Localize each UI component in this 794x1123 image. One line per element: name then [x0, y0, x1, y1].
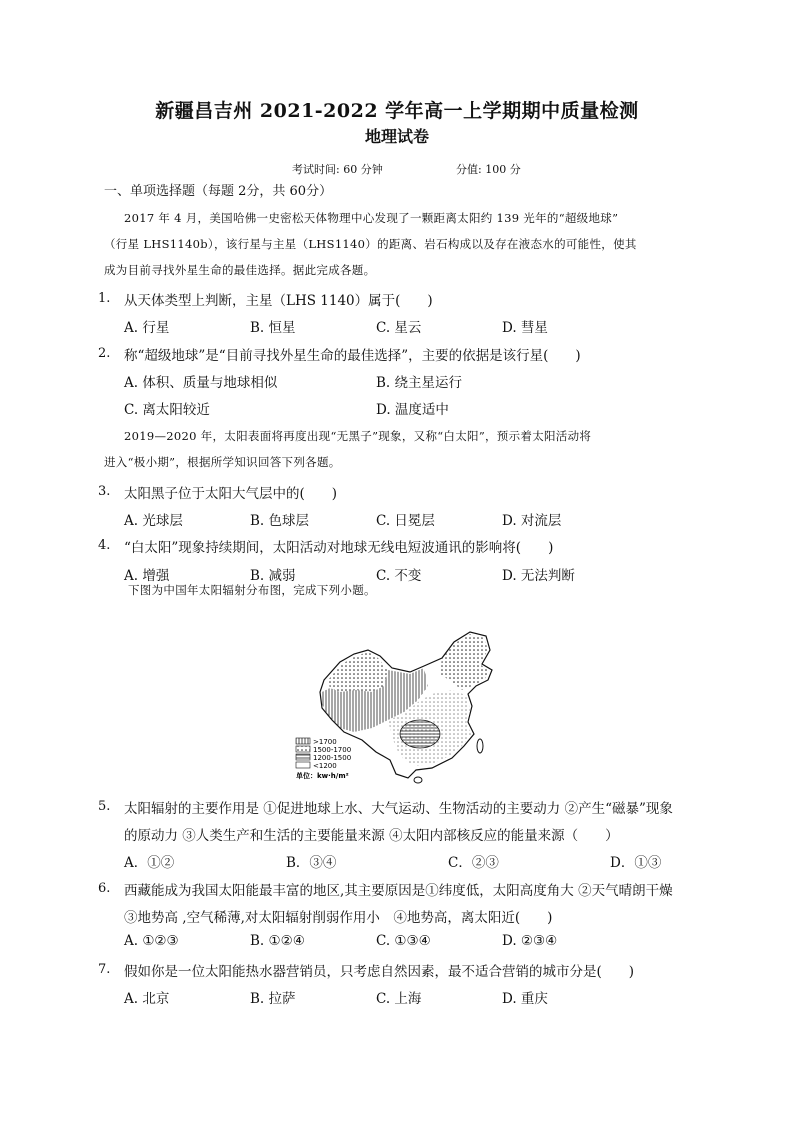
question-number: 5.: [98, 799, 111, 814]
option-a: A．①②: [124, 855, 175, 871]
option-b: B．③④: [286, 855, 337, 871]
question-number: 4.: [98, 538, 111, 553]
option-b: B. 减弱: [250, 568, 296, 584]
question-stem: 西藏能成为我国太阳能最丰富的地区,其主要原因是①纬度低，太阳高度角大 ②天气晴朗干燥: [124, 883, 673, 899]
exam-score: 分值: 100 分: [456, 163, 521, 176]
option-c: C．②③: [448, 855, 499, 871]
legend-label-4: <1200: [313, 762, 337, 770]
question-stem: 假如你是一位太阳能热水器营销员，只考虑自然因素，最不适合营销的城市分是( ): [124, 964, 635, 980]
option-b: B. ①②④: [250, 933, 305, 949]
option-c: C. 不变: [376, 568, 422, 584]
option-d: D. 温度适中: [376, 402, 449, 418]
question-stem-cont: 的原动力 ③人类生产和生活的主要能量来源 ④太阳内部核反应的能量来源（ ）: [124, 828, 619, 844]
legend-label-3: 1200-1500: [313, 754, 352, 762]
passage-1-line-2: （行星 LHS1140b），该行星与主星（LHS1140）的距离、岩石构成以及存在液态水的可能性，使其: [104, 237, 637, 251]
option-a: A. 行星: [124, 320, 170, 336]
question-stem-cont: ③地势高 ,空气稀薄,对太阳辐射削弱作用小 ④地势高，离太阳近( ): [124, 910, 553, 926]
option-b: B. 绕主星运行: [376, 375, 463, 391]
option-b: B. 恒星: [250, 320, 296, 336]
passage-2-line-1: 2019—2020 年，太阳表面将再度出现“无黑子”现象，又称“白太阳”，预示着太阳活动将: [124, 429, 592, 443]
option-a: A. 北京: [124, 991, 170, 1007]
option-d: D. 无法判断: [502, 568, 575, 584]
map-illustration: [292, 628, 512, 788]
option-d: D．①③: [610, 855, 662, 871]
option-a: A. 体积、质量与地球相似: [124, 375, 278, 391]
question-stem: 称“超级地球”是“目前寻找外星生命的最佳选择”，主要的依据是该行星( ): [124, 348, 581, 364]
legend-label-1: >1700: [313, 738, 337, 746]
question-number: 1.: [98, 291, 111, 306]
legend-label-2: 1500-1700: [313, 746, 352, 754]
option-c: C. 离太阳较近: [124, 402, 210, 418]
question-stem: 从天体类型上判断，主星（LHS 1140）属于( ): [124, 293, 433, 309]
exam-subtitle: 地理试卷: [364, 127, 429, 146]
question-number: 6.: [98, 881, 111, 896]
option-c: C. 上海: [376, 991, 422, 1007]
question-stem: 太阳辐射的主要作用是 ①促进地球上水、大气运动、生物活动的主要动力 ②产生“磁暴”现象: [124, 801, 673, 817]
question-number: 7.: [98, 962, 111, 977]
china-solar-radiation-map: [292, 628, 512, 788]
exam-time: 考试时间: 60 分钟: [292, 163, 383, 176]
question-number: 3.: [98, 484, 111, 499]
question-stem: 太阳黑子位于太阳大气层中的( ): [124, 486, 338, 502]
exam-title: 新疆昌吉州 2021-2022 学年高一上学期期中质量检测: [155, 100, 639, 122]
option-d: D. ②③④: [502, 933, 558, 949]
option-c: C. 星云: [376, 320, 422, 336]
option-d: D. 彗星: [502, 320, 548, 336]
option-b: B. 拉萨: [250, 991, 296, 1007]
question-stem: “白太阳”现象持续期间，太阳活动对地球无线电短波通讯的影响将( ): [124, 540, 554, 556]
option-b: B. 色球层: [250, 513, 310, 529]
passage-3: 下图为中国年太阳辐射分布图，完成下列小题。: [128, 583, 376, 597]
question-number: 2.: [98, 346, 111, 361]
section-heading: 一、单项选择题（每题 2分，共 60分）: [104, 184, 333, 199]
option-d: D. 对流层: [502, 513, 562, 529]
option-a: A. ①②③: [124, 933, 179, 949]
passage-2-line-2: 进入“极小期”，根据所学知识回答下列各题。: [104, 455, 341, 469]
option-a: A. 光球层: [124, 513, 183, 529]
legend-unit: 单位：kw·h/m²: [296, 772, 349, 780]
option-c: C. ①③④: [376, 933, 431, 949]
passage-1-line-3: 成为目前寻找外星生命的最佳选择。据此完成各题。: [104, 263, 376, 277]
passage-1-line-1: 2017 年 4 月，美国哈佛一史密松天体物理中心发现了一颗距离太阳约 139 光年的“超级地球”: [124, 211, 619, 225]
option-d: D. 重庆: [502, 991, 548, 1007]
option-a: A. 增强: [124, 568, 170, 584]
option-c: C. 日冕层: [376, 513, 435, 529]
